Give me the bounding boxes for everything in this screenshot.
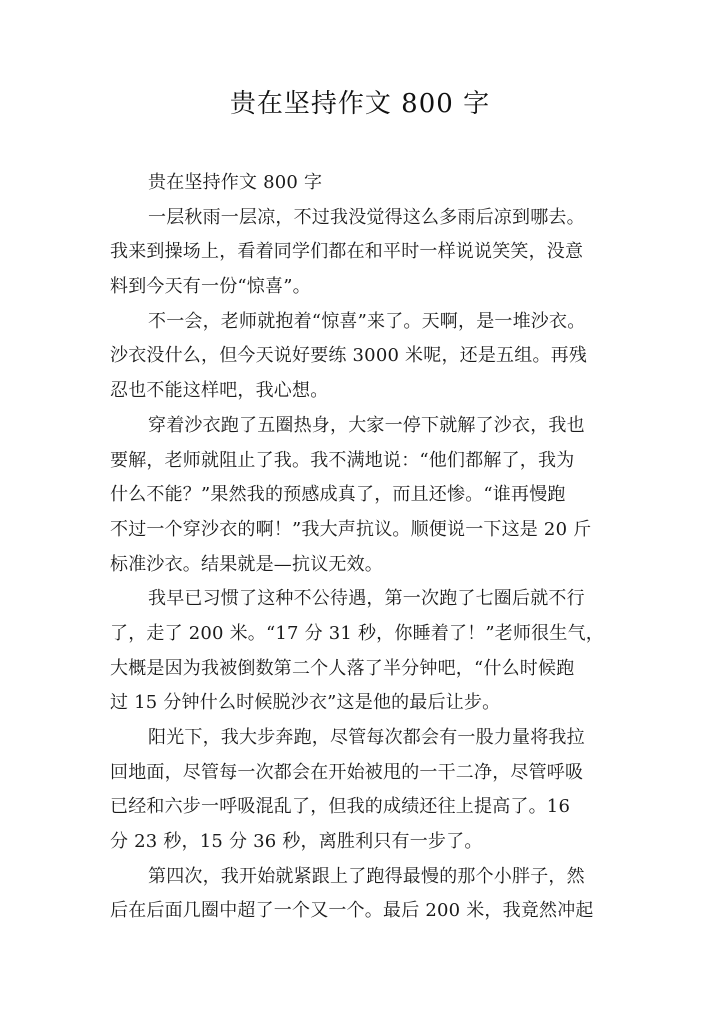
text-line: 料到今天有一份“惊喜”。 [110, 276, 311, 298]
document-body [110, 166, 620, 929]
text-line: 阳光下，我大步奔跑，尽管每次都会有一股力量将我拉 [148, 727, 585, 748]
text-line: 我来到操场上，看着同学们都在和平时一样说说笑笑，没意 [110, 241, 584, 263]
text-line: 忍也不能这样吧，我心想。 [110, 380, 329, 402]
document-title: 贵在坚持作文 800 字 [229, 89, 491, 119]
text-line: 我早已习惯了这种不公待遇，第一次跑了七圈后就不行 [148, 588, 585, 610]
text-line: 回地面，尽管每一次都会在开始被甩的一干二净，尽管呼吸 [110, 761, 584, 783]
text-line: 不过一个穿沙衣的啊！”我大声抗议。顺便说一下这是 20 斤 [110, 518, 592, 540]
text-line: 要解，老师就阻止了我。我不满地说：“他们都解了，我为 [110, 449, 575, 471]
text-line: 分 23 秒，15 分 36 秒，离胜利只有一步了。 [110, 831, 483, 853]
text-line: 已经和六步一呼吸混乱了，但我的成绩还往上提高了。16 [110, 796, 571, 818]
text-line: 一层秋雨一层凉，不过我没觉得这么多雨后凉到哪去。 [148, 206, 585, 228]
text-line: 了，走了 200 米。“17 分 31 秒，你睡着了！”老师很生气， [110, 622, 604, 644]
text-line: 过 15 分钟什么时候脱沙衣”这是他的最后让步。 [110, 692, 501, 714]
text-line: 标准沙衣。结果就是—抗议无效。 [110, 553, 383, 575]
text-line: 大概是因为我被倒数第二个人落了半分钟吧，“什么时候跑 [110, 657, 575, 679]
text-line: 穿着沙衣跑了五圈热身，大家一停下就解了沙衣，我也 [148, 414, 585, 436]
text-line: 第四次，我开始就紧跟上了跑得最慢的那个小胖子，然 [148, 865, 585, 887]
text-line: 什么不能？”果然我的预感成真了，而且还惨。“谁再慢跑 [110, 484, 566, 506]
text-line: 后在后面几圈中超了一个又一个。最后 200 米，我竟然冲起 [110, 900, 594, 922]
text-line: 不一会，老师就抱着“惊喜”来了。天啊，是一堆沙衣。 [148, 310, 586, 332]
text-line: 沙衣没什么，但今天说好要练 3000 米呢，还是五组。再残 [110, 345, 588, 367]
text-line: 贵在坚持作文 800 字 [148, 172, 323, 193]
